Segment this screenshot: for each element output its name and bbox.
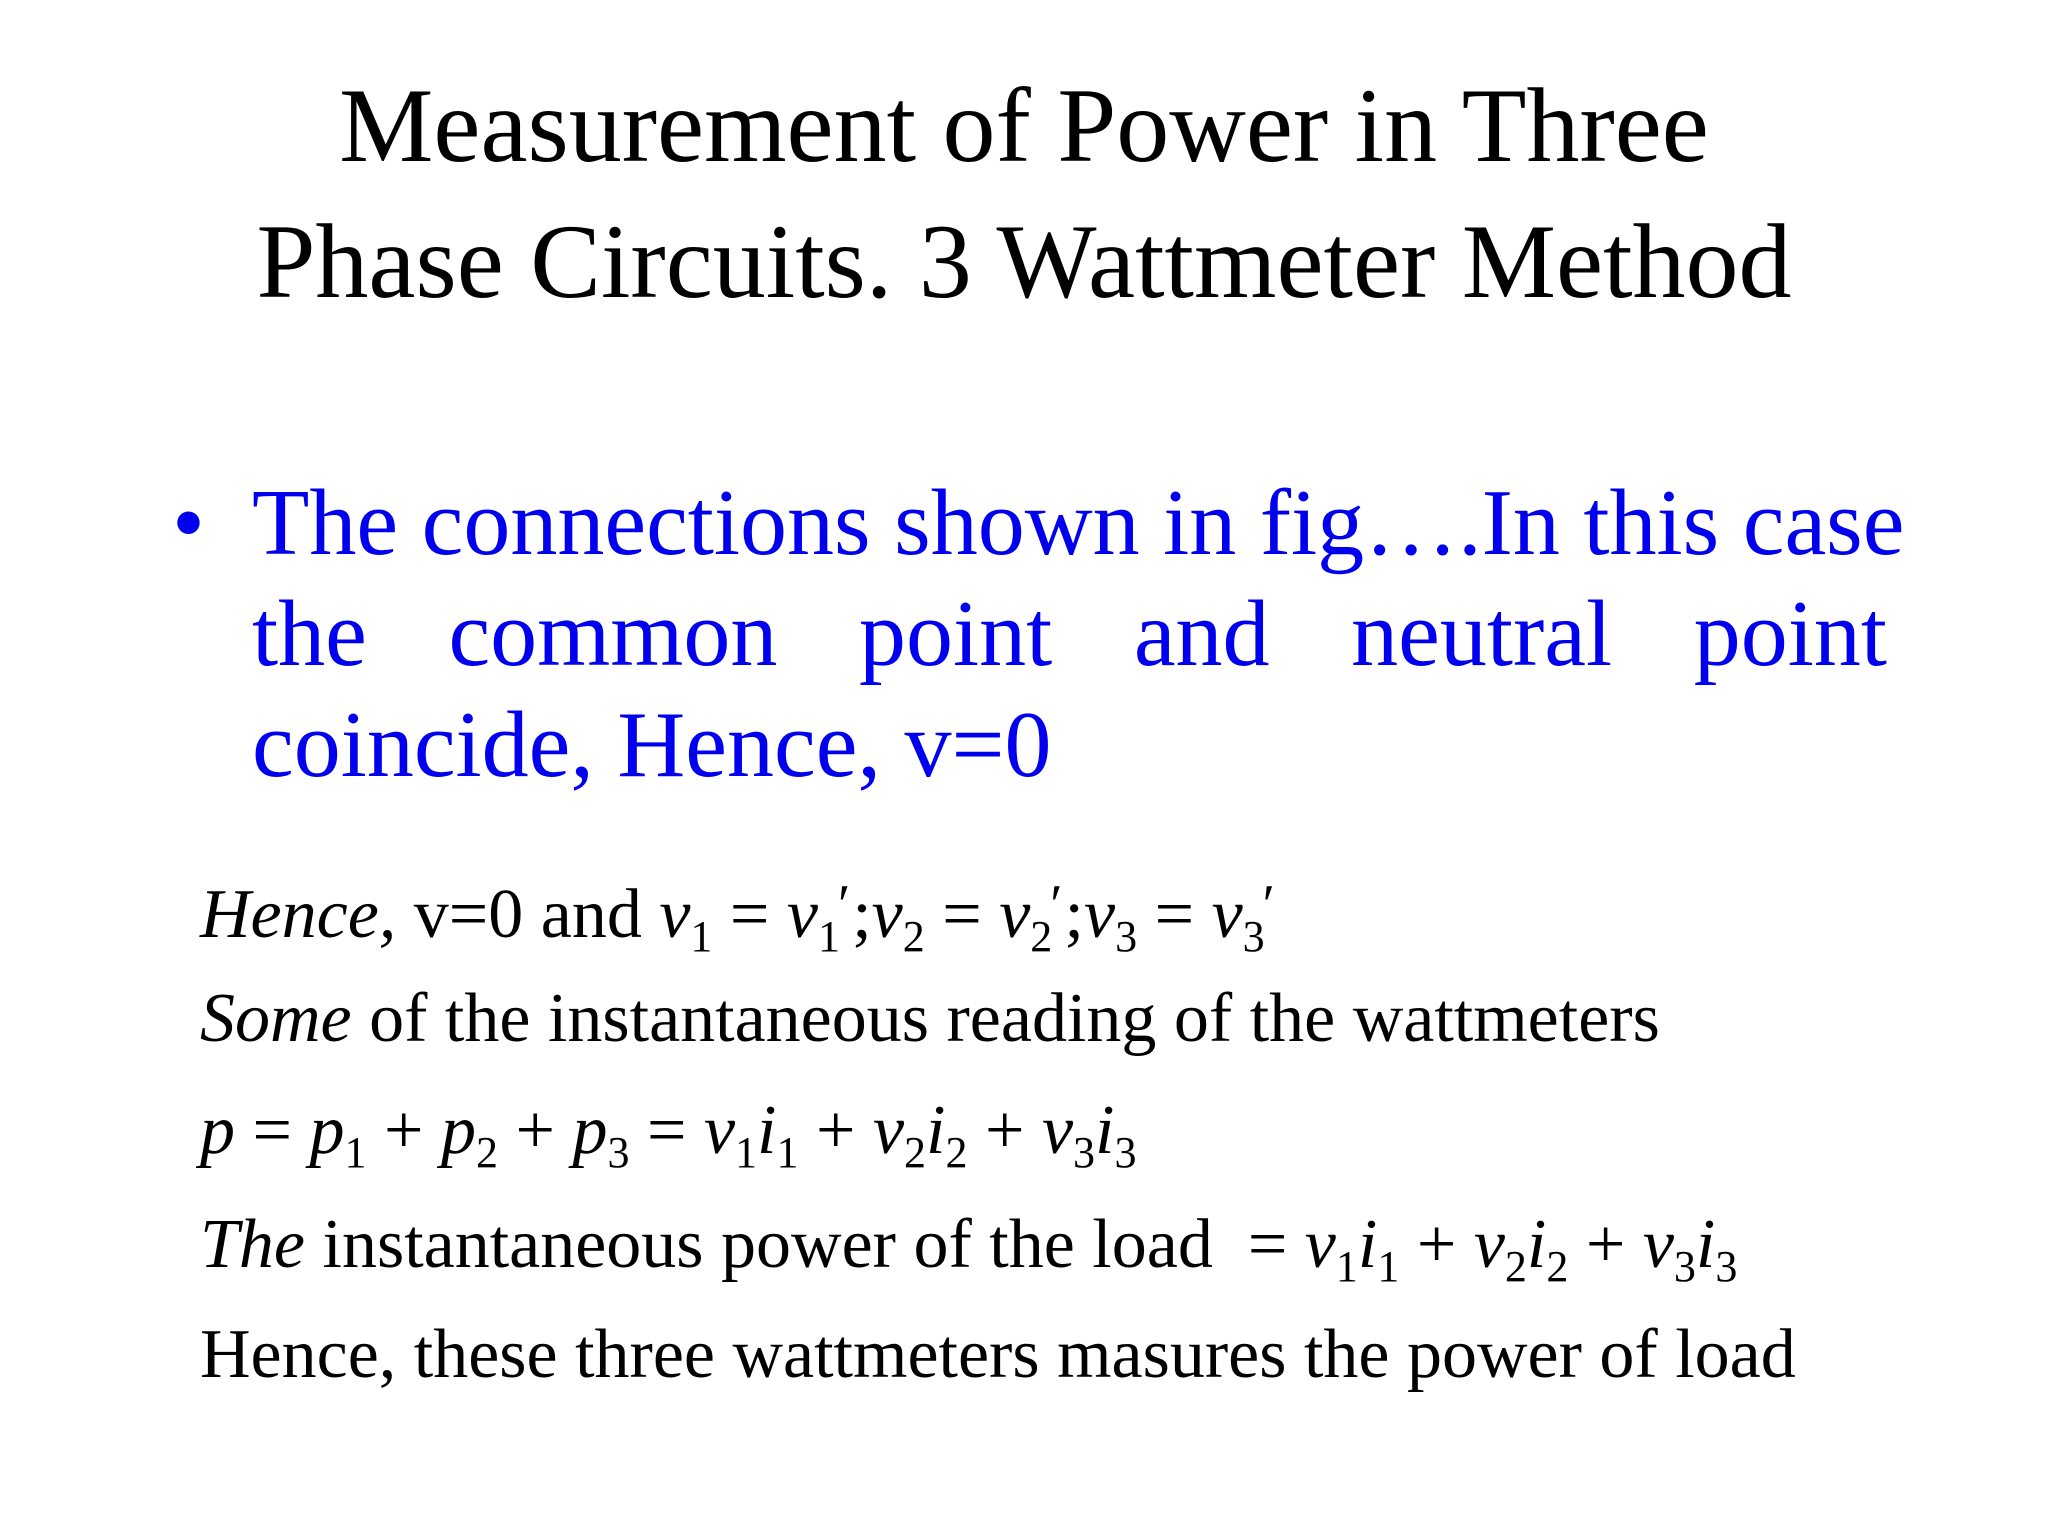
eq1-lead: Hence,: [200, 876, 397, 953]
eq4-text: instantaneous power of the load: [322, 1206, 1213, 1283]
eq1-text: v=0 and: [413, 876, 642, 953]
slide-title: [0, 58, 2048, 330]
eq2-text: of the instantaneous reading of the wattmeters: [369, 980, 1660, 1057]
bullet-word: the: [252, 582, 367, 686]
bullet-line-2: [252, 579, 1887, 690]
bullet-line-3: coincide, Hence, v=0: [252, 693, 1052, 797]
eq3-math: $p = p_1 + p_2 + p_3 = v_1i_1 + v_2i_2 + v_3i_3$: [200, 1092, 1137, 1177]
eq5-text: Hence, these three wattmeters masures the power of load: [200, 1316, 1796, 1393]
bullet-word: neutral: [1351, 582, 1613, 686]
equation-line-4: [200, 1200, 1737, 1312]
eq4-math: = $v_1i_1 + v_2i_2 + v_3i_3$: [1230, 1206, 1738, 1291]
equation-line-3: [200, 1086, 1137, 1198]
bullet-word: point: [1693, 582, 1887, 686]
equation-line-1: [200, 860, 1277, 982]
eq4-lead: The: [200, 1206, 305, 1283]
bullet-word: and: [1133, 582, 1270, 686]
eq1-math: $v_1$ = $v_1';v_2$ = $v_2';v_3 = v_3'$: [659, 874, 1275, 961]
equation-line-2: [200, 974, 1660, 1064]
bullet-icon: •: [172, 471, 205, 575]
title-line-2: Phase Circuits. 3 Wattmeter Method: [256, 203, 1792, 320]
eq2-lead: Some: [200, 980, 352, 1057]
bullet-line-1: The connections shown in fig….In this case: [252, 471, 1905, 575]
bullet-text: [252, 468, 1905, 801]
equation-line-5: [200, 1310, 1796, 1400]
title-line-1: Measurement of Power in Three: [339, 67, 1709, 184]
bullet-word: common: [448, 582, 778, 686]
bullet-word: point: [859, 582, 1053, 686]
